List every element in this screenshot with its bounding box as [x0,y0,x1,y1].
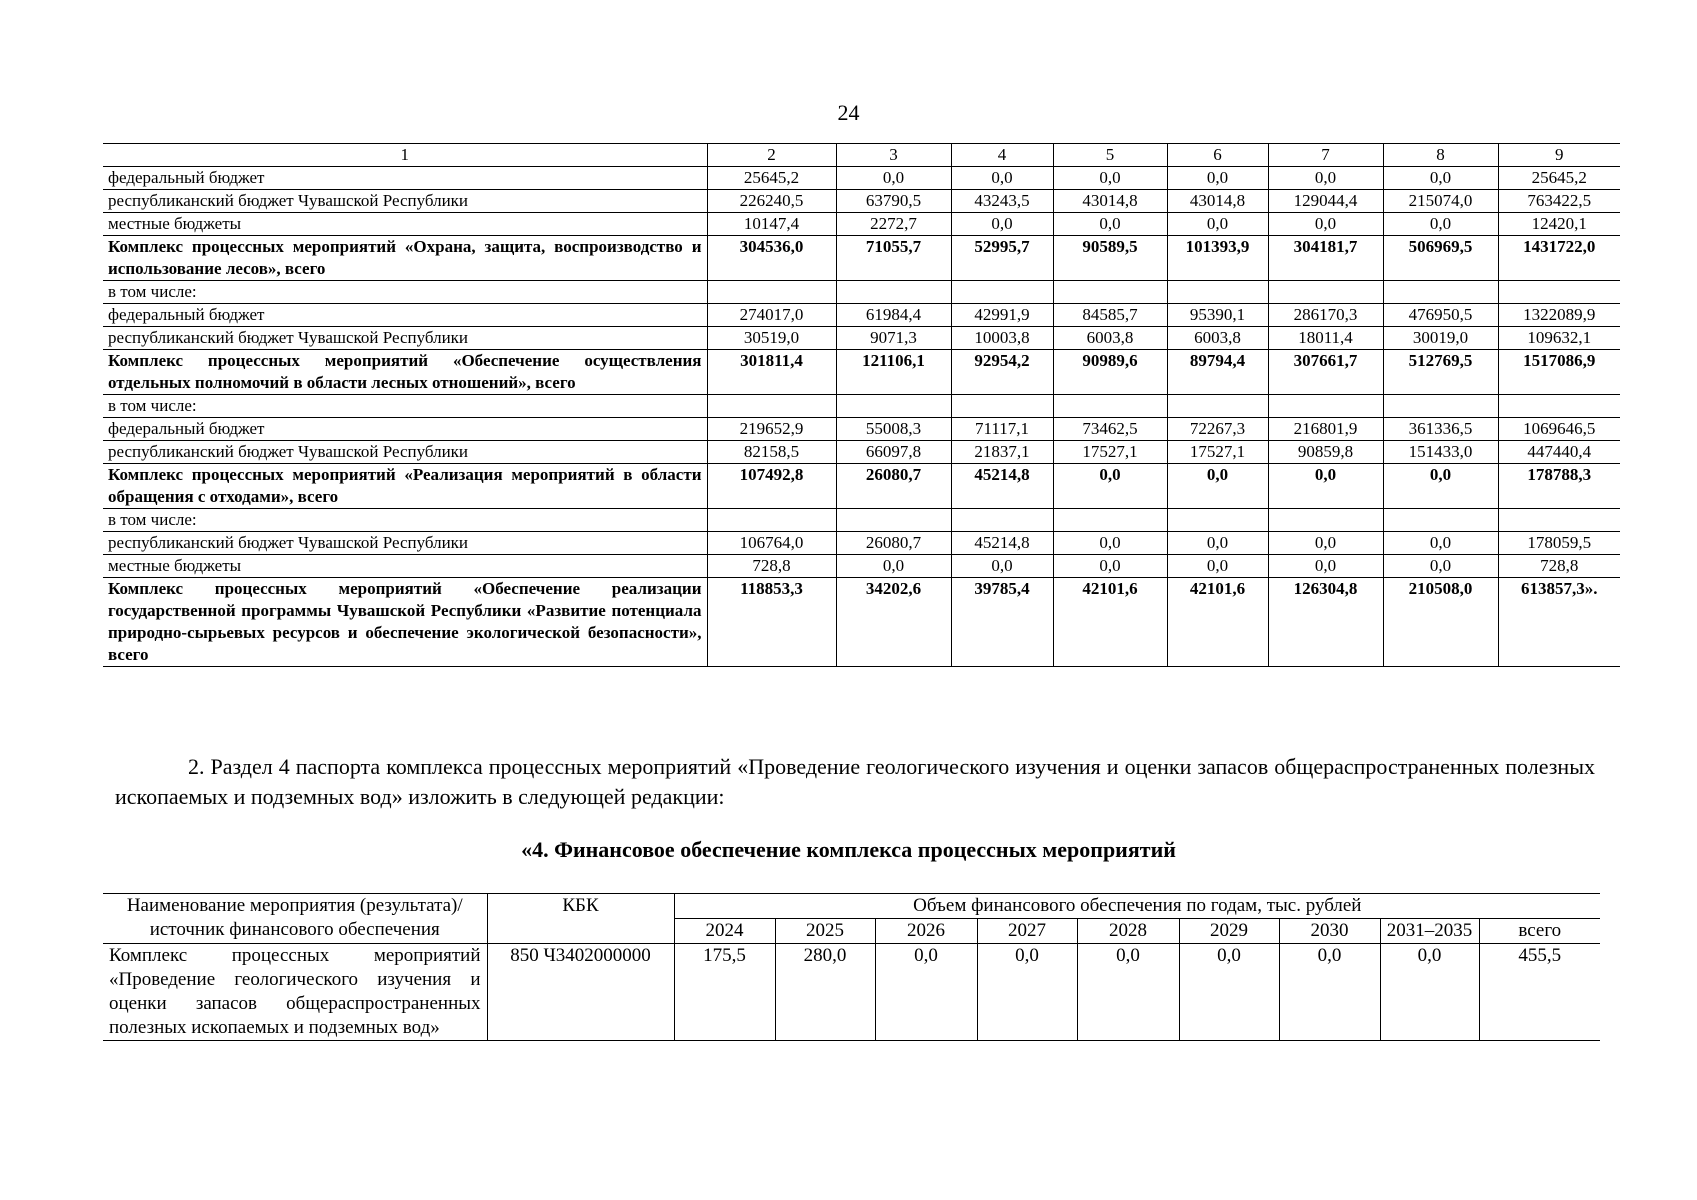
page-number: 24 [837,100,860,125]
row-value: 0,0 [1279,944,1380,1041]
row-value: 129044,4 [1268,190,1383,213]
row-value: 0,0 [1383,464,1498,509]
row-value: 178788,3 [1498,464,1620,509]
row-value: 82158,5 [707,441,836,464]
row-value: 106764,0 [707,532,836,555]
table-row [103,532,1620,555]
column-number-header: 4 [951,144,1053,167]
year-header: 2024 [674,919,775,944]
amendment-paragraph: 2. Раздел 4 паспорта комплекса процессных мероприятий «Проведение геологического изучения и оценки запасов общераспространенных полезных ископаемых и подземных вод» изложить в следующей редакции: [115,754,1595,809]
row-value: 90859,8 [1268,441,1383,464]
row-value [1498,281,1620,304]
row-value: 216801,9 [1268,418,1383,441]
row-value: 90589,5 [1053,236,1167,281]
row-value: 0,0 [1167,532,1268,555]
row-name-cell [103,944,487,1041]
row-value: 1431722,0 [1498,236,1620,281]
row-label: в том числе: [103,281,707,304]
row-value: 0,0 [1268,167,1383,190]
row-value: 0,0 [1167,555,1268,578]
row-label: федеральный бюджет [103,304,707,327]
row-value [707,395,836,418]
row-value: 0,0 [1268,213,1383,236]
row-value: 0,0 [1053,532,1167,555]
row-label: в том числе: [103,395,707,418]
financial-support-table [103,893,1600,1041]
row-value: 0,0 [1179,944,1279,1041]
row-value [1498,395,1620,418]
row-value: 0,0 [1268,555,1383,578]
row-value: 0,0 [1383,555,1498,578]
row-value: 1322089,9 [1498,304,1620,327]
row-value: 0,0 [951,213,1053,236]
table-row [103,441,1620,464]
table-row [103,167,1620,190]
year-header: 2029 [1179,919,1279,944]
row-value: 55008,3 [836,418,951,441]
row-value: 178059,5 [1498,532,1620,555]
row-value: 361336,5 [1383,418,1498,441]
table-row [103,555,1620,578]
row-value: 42991,9 [951,304,1053,327]
row-label: республиканский бюджет Чувашской Республики [103,532,707,555]
row-value: 0,0 [1268,464,1383,509]
row-value: 6003,8 [1053,327,1167,350]
row-value: 26080,7 [836,532,951,555]
row-value: 0,0 [1053,167,1167,190]
row-value: 215074,0 [1383,190,1498,213]
row-value: 0,0 [951,167,1053,190]
row-value: 0,0 [1167,464,1268,509]
row-value [836,395,951,418]
row-label: Комплекс процессных мероприятий «Обеспечение реализации государственной программы Чувашской Республики «Развитие потенциала природно-сырьевых ресурсов и обеспечение экологической безопасности», всего [103,578,707,667]
row-value: 286170,3 [1268,304,1383,327]
row-value [1268,509,1383,532]
row-value: 42101,6 [1053,578,1167,667]
row-value: 66097,8 [836,441,951,464]
row-value: 9071,3 [836,327,951,350]
year-header: 2026 [875,919,977,944]
row-label: Комплекс процессных мероприятий «Обеспечение осуществления отдельных полномочий в области лесных отношений», всего [103,350,707,395]
row-value: 95390,1 [1167,304,1268,327]
row-label: федеральный бюджет [103,167,707,190]
header-name: Наименование мероприятия (результата)/источник финансового обеспечения [103,894,487,944]
row-label: республиканский бюджет Чувашской Республики [103,327,707,350]
row-value [951,395,1053,418]
row-value: 0,0 [1077,944,1179,1041]
row-label: федеральный бюджет [103,418,707,441]
row-value: 728,8 [707,555,836,578]
row-label: местные бюджеты [103,213,707,236]
column-number-header: 7 [1268,144,1383,167]
row-value: 1069646,5 [1498,418,1620,441]
row-label: республиканский бюджет Чувашской Республики [103,441,707,464]
row-value: 84585,7 [1053,304,1167,327]
table-row [103,578,1620,667]
row-value [1383,509,1498,532]
row-value: 126304,8 [1268,578,1383,667]
row-value: 52995,7 [951,236,1053,281]
row-value: 17527,1 [1053,441,1167,464]
table-row [103,464,1620,509]
table-row [103,418,1620,441]
row-value: 2272,7 [836,213,951,236]
header-kbk: КБК [487,894,674,944]
row-value: 0,0 [1053,213,1167,236]
table-row [103,350,1620,395]
row-value: 304536,0 [707,236,836,281]
table-row [103,236,1620,281]
row-value [1383,395,1498,418]
row-value [1167,395,1268,418]
row-value: 0,0 [1167,213,1268,236]
row-value: 219652,9 [707,418,836,441]
column-number-header: 1 [103,144,707,167]
row-value: 43014,8 [1167,190,1268,213]
row-value: 21837,1 [951,441,1053,464]
row-value: 72267,3 [1167,418,1268,441]
row-value: 118853,3 [707,578,836,667]
table-row [103,281,1620,304]
column-number-header: 9 [1498,144,1620,167]
row-value: 92954,2 [951,350,1053,395]
row-value: 26080,7 [836,464,951,509]
row-value: 0,0 [836,167,951,190]
row-value: 6003,8 [1167,327,1268,350]
row-value: 43014,8 [1053,190,1167,213]
year-header: 2025 [775,919,875,944]
row-value: 0,0 [1167,167,1268,190]
table-row [103,509,1620,532]
row-value: 512769,5 [1383,350,1498,395]
table-row [103,327,1620,350]
row-value: 447440,4 [1498,441,1620,464]
row-value [1053,395,1167,418]
row-value [707,281,836,304]
row-value: 30019,0 [1383,327,1498,350]
row-value [1167,281,1268,304]
row-value [1053,509,1167,532]
row-value: 10003,8 [951,327,1053,350]
row-value: 107492,8 [707,464,836,509]
row-value: 728,8 [1498,555,1620,578]
year-header: 2030 [1279,919,1380,944]
row-value: 301811,4 [707,350,836,395]
year-header: 2028 [1077,919,1179,944]
row-value [1053,281,1167,304]
row-value [1498,509,1620,532]
row-value: 61984,4 [836,304,951,327]
row-value: 0,0 [1383,532,1498,555]
row-value: 109632,1 [1498,327,1620,350]
row-value: 274017,0 [707,304,836,327]
row-value [707,509,836,532]
section-heading: «4. Финансовое обеспечение комплекса процессных мероприятий [521,837,1176,862]
table-row [103,213,1620,236]
row-value: 304181,7 [1268,236,1383,281]
row-value: 34202,6 [836,578,951,667]
row-value: 307661,7 [1268,350,1383,395]
row-value: 0,0 [1268,532,1383,555]
row-value: 0,0 [875,944,977,1041]
row-value [1268,281,1383,304]
row-label: Комплекс процессных мероприятий «Реализация мероприятий в области обращения с отходами», всего [103,464,707,509]
row-label: в том числе: [103,509,707,532]
row-value: 42101,6 [1167,578,1268,667]
row-value: 17527,1 [1167,441,1268,464]
row-value: 763422,5 [1498,190,1620,213]
row-value: 280,0 [775,944,875,1041]
row-value: 10147,4 [707,213,836,236]
funding-table-continued [103,143,1620,667]
year-header: 2027 [977,919,1077,944]
row-value: 455,5 [1479,944,1600,1041]
row-value: 39785,4 [951,578,1053,667]
row-value: 151433,0 [1383,441,1498,464]
header-volume: Объем финансового обеспечения по годам, тыс. рублей [674,894,1600,919]
row-value: 0,0 [1383,167,1498,190]
row-value: 613857,3». [1498,578,1620,667]
row-value: 45214,8 [951,464,1053,509]
row-value: 0,0 [1053,555,1167,578]
table-row [103,304,1620,327]
row-label: местные бюджеты [103,555,707,578]
row-value: 71055,7 [836,236,951,281]
row-value: 18011,4 [1268,327,1383,350]
row-value: 73462,5 [1053,418,1167,441]
row-value [1167,509,1268,532]
row-value: 0,0 [951,555,1053,578]
row-value [1268,395,1383,418]
column-number-header: 5 [1053,144,1167,167]
row-value: 43243,5 [951,190,1053,213]
row-value: 89794,4 [1167,350,1268,395]
row-value [1383,281,1498,304]
row-value [836,509,951,532]
row-value: 0,0 [977,944,1077,1041]
row-value: 30519,0 [707,327,836,350]
row-value: 25645,2 [1498,167,1620,190]
row-value: 90989,6 [1053,350,1167,395]
row-value: 0,0 [836,555,951,578]
row-value: 506969,5 [1383,236,1498,281]
row-value: 63790,5 [836,190,951,213]
row-value [836,281,951,304]
row-value: 0,0 [1380,944,1479,1041]
row-value: 476950,5 [1383,304,1498,327]
year-header: всего [1479,919,1600,944]
row-value [951,509,1053,532]
row-name: Комплекс процессных мероприятий «Проведение геологического изучения и оценки запасов общераспространенных полезных ископаемых и подземных вод» [109,945,481,1038]
row-label: Комплекс процессных мероприятий «Охрана, защита, воспроизводство и использование лесов», всего [103,236,707,281]
row-value: 25645,2 [707,167,836,190]
column-number-header: 2 [707,144,836,167]
row-value: 71117,1 [951,418,1053,441]
table-row [103,395,1620,418]
column-number-header: 3 [836,144,951,167]
column-number-header: 6 [1167,144,1268,167]
row-value: 0,0 [1383,213,1498,236]
row-value: 0,0 [1053,464,1167,509]
row-label: республиканский бюджет Чувашской Республики [103,190,707,213]
row-value: 45214,8 [951,532,1053,555]
row-value: 1517086,9 [1498,350,1620,395]
row-value: 175,5 [674,944,775,1041]
row-kbk: 850 Ч3402000000 [487,944,674,1041]
year-header: 2031–2035 [1380,919,1479,944]
column-number-header: 8 [1383,144,1498,167]
row-value: 12420,1 [1498,213,1620,236]
row-value: 226240,5 [707,190,836,213]
row-value: 210508,0 [1383,578,1498,667]
row-value [951,281,1053,304]
row-value: 121106,1 [836,350,951,395]
row-value: 101393,9 [1167,236,1268,281]
table-row [103,190,1620,213]
